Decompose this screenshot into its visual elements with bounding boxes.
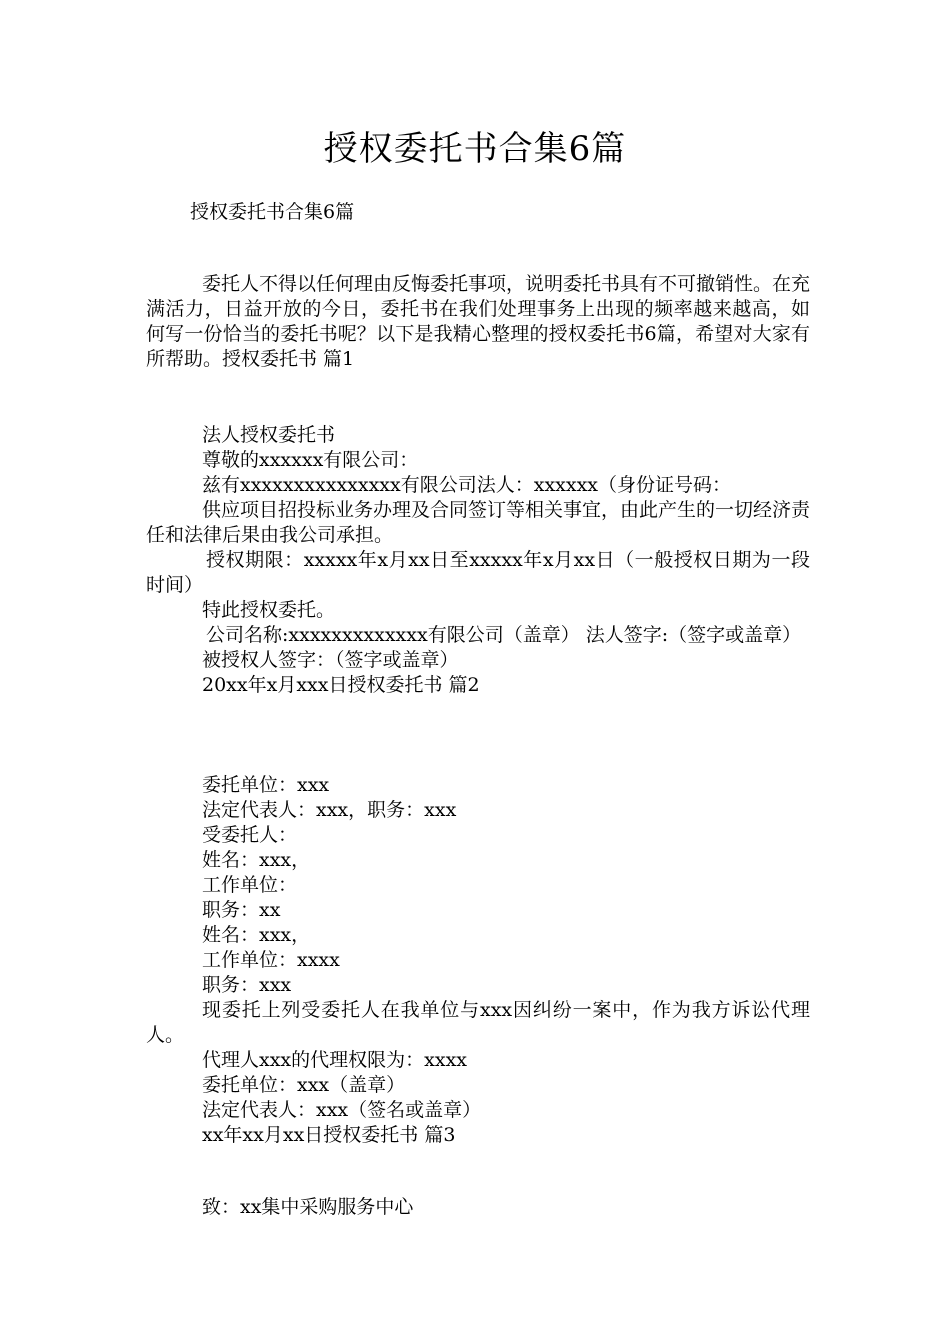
s2-line: 代理人xxx的代理权限为：xxxx — [202, 1049, 468, 1071]
s2-line: 受委托人： — [202, 824, 298, 846]
s1-company-sign: 公司名称:xxxxxxxxxxxxx有限公司（盖章） 法人签字:（签字或盖章） — [206, 624, 802, 646]
s2-date-heading: xx年xx月xx日授权委托书 篇3 — [202, 1124, 456, 1146]
s2-line: 工作单位： — [202, 874, 298, 896]
s2-line: 职务：xxx — [202, 974, 292, 996]
s2-line: 委托单位：xxx（盖章） — [202, 1074, 406, 1096]
s2-line: 工作单位：xxxx — [202, 949, 340, 971]
s2-line: 委托单位：xxx — [202, 774, 330, 796]
document-title: 授权委托书合集6篇 — [323, 129, 627, 169]
section-1 — [146, 423, 810, 698]
section-2 — [146, 773, 810, 1148]
s2-line: 姓名：xxx， — [202, 849, 311, 871]
s1-line: 被授权人签字：（签字或盖章） — [202, 649, 459, 671]
s1-date-heading: 20xx年x月xxx日授权委托书 篇2 — [202, 674, 480, 696]
document-subtitle: 授权委托书合集6篇 — [190, 201, 355, 223]
s1-salutation: 尊敬的xxxxxx有限公司： — [202, 449, 419, 471]
s1-heading: 法人授权委托书 — [202, 424, 336, 446]
s2-line: 法定代表人：xxx，职务：xxx — [202, 799, 457, 821]
s1-term: 授权期限：xxxxx年x月xx日至xxxxx年x月xx日（一般授权日期为一段时间） — [146, 549, 810, 596]
s2-line: 姓名：xxx， — [202, 924, 311, 946]
s2-line: 职务：xx — [202, 899, 281, 921]
s3-line: 致：xx集中采购服务中心 — [202, 1196, 414, 1218]
section-3 — [146, 1195, 810, 1220]
s1-paragraph: 供应项目招投标业务办理及合同签订等相关事宜，由此产生的一切经济责任和法律后果由我公司承担。 — [146, 499, 811, 546]
s2-paragraph: 现委托上列受委托人在我单位与xxx因纠纷一案中，作为我方诉讼代理人。 — [146, 999, 810, 1046]
s2-line: 法定代表人：xxx（签名或盖章） — [202, 1099, 482, 1121]
s1-line: 兹有xxxxxxxxxxxxxxx有限公司法人：xxxxxx（身份证号码： — [202, 474, 732, 496]
intro-block — [146, 272, 810, 372]
s1-line: 特此授权委托。 — [202, 599, 336, 621]
intro-paragraph: 委托人不得以任何理由反悔委托事项，说明委托书具有不可撤销性。在充满活力，日益开放的今日，委托书在我们处理事务上出现的频率越来越高，如何写一份恰当的委托书呢？以下是我精心整理的授权委托书6篇，希望对大家有所帮助。授权委托书 篇1 — [146, 273, 811, 370]
